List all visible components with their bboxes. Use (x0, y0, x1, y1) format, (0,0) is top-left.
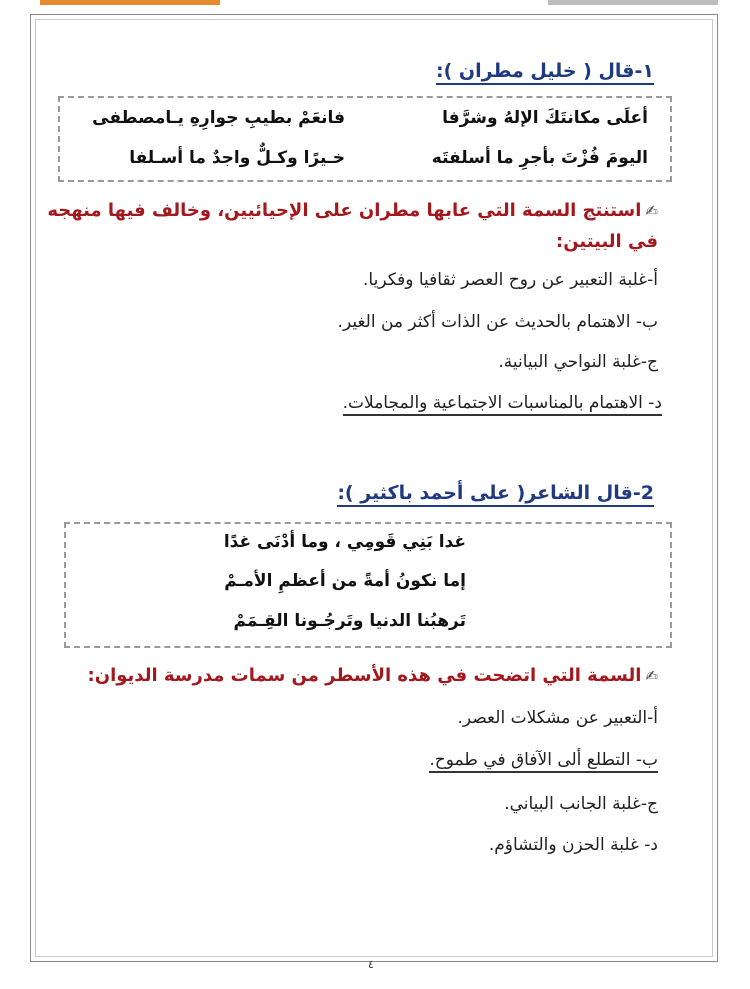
page-number: ٤ (368, 958, 374, 971)
section1-option-d: د- الاهتمام بالمناسبات الاجتماعية والمجاملات. (343, 393, 662, 416)
section2-verse2: إما نكونُ أمةً من أعظمِ الأمـمْ (224, 571, 466, 591)
pen-icon-2: ✍ (645, 667, 658, 685)
section1-option-b: ب- الاهتمام بالحديث عن الذات أكثر من الغير. (337, 312, 658, 332)
section1-option-c: ج-غلبة النواحي البيانية. (498, 352, 658, 372)
section2-question (88, 665, 658, 686)
section2-heading: 2-قال الشاعر( على أحمد باكثير ): (337, 482, 654, 507)
verse1-right: أعلَى مكانتَكَ الإلهُ وشرَّفا (442, 108, 648, 128)
section1-question-line2: في البيتين: (556, 231, 658, 252)
section2-option-b: ب- التطلع ألى الآفاق في طموح. (429, 750, 658, 773)
verse2-left: خـيرًا وكـلٌّ واجدٌ ما أسـلفا (129, 148, 345, 168)
section1-question-line1 (47, 200, 658, 221)
section2-verse3: تَرهبُنا الدنيا وتَرجُـونا القِـمَمْ (233, 611, 466, 631)
verse1-left: فانعَمْ بطيبِ جوارِهِ يـامصطفى (92, 108, 345, 128)
section2-option-d: د- غلبة الحزن والتشاؤم. (488, 835, 658, 855)
section2-option-c: ج-غلبة الجانب البياني. (504, 794, 658, 814)
section2-question-text: السمة التي اتضحت في هذه الأسطر من سمات مدرسة الديوان: (87, 665, 642, 686)
section1-heading: ١-قال ( خليل مطران ): (436, 60, 654, 85)
top-edge-orange (40, 0, 220, 5)
section1-option-a: أ-غلبة التعبير عن روح العصر ثقافيا وفكريا. (363, 270, 658, 290)
top-edge-gray (548, 0, 718, 5)
section2-option-a: أ-التعبير عن مشكلات العصر. (457, 708, 658, 728)
section1-question-text: استنتج السمة التي عابها مطران على الإحيائيين، وخالف فيها منهجه (47, 200, 642, 221)
pen-icon: ✍ (645, 202, 658, 220)
section2-verse1: غدا بَنِي قَومِي ، وما أدْنَى غدًا (223, 532, 466, 552)
verse2-right: اليومَ فُزْتَ بأجرِ ما أسلفتَه (431, 148, 648, 168)
